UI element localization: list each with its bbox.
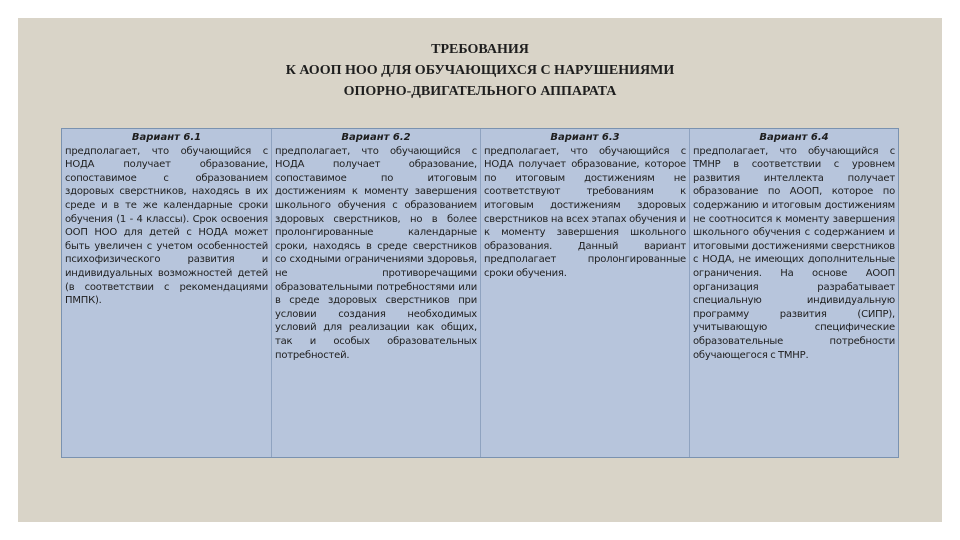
variant-column-6-1 [62, 129, 271, 457]
slide [18, 18, 942, 522]
variants-table [61, 128, 899, 458]
variant-column-6-4 [689, 129, 898, 457]
title-line-2: К АООП НОО ДЛЯ ОБУЧАЮЩИХСЯ С НАРУШЕНИЯМИ [285, 63, 675, 78]
variant-description: предполагает, что обучающийся с НОДА получает образование, сопоставимое с образованием здоровых сверстников, находясь в их среде и в те же календарные сроки обучения (1 - 4 классы). Срок освоения ООП НОО для детей с НОДА может быть увеличен с учетом особенностей психофизического развития и индивидуальных возможностей детей (в соответствии с рекомендациями ПМПК). [65, 145, 268, 307]
variant-column-6-3 [480, 129, 689, 457]
variant-heading: Вариант 6.4 [759, 132, 829, 143]
title-line-1: ТРЕБОВАНИЯ [431, 42, 529, 57]
variant-heading: Вариант 6.1 [131, 132, 202, 143]
variant-heading: Вариант 6.3 [550, 132, 620, 143]
title-line-3: ОПОРНО-ДВИГАТЕЛЬНОГО АППАРАТА [343, 84, 617, 99]
variant-description: предполагает, что обучающийся с ТМНР в соответствии с уровнем развития интеллекта получает образование по АООП, которое по содержанию и итоговым достижениям не соотносится к моменту завершения школьного обучения с содержанием и итоговыми достижениями сверстников с НОДА, не имеющих дополнительные ограничения. На основе АООП организация разрабатывает специальную индивидуальную программу развития (СИПР), учитывающую специфические образовательные потребности обучающегося с ТМНР. [693, 145, 895, 361]
variant-column-6-2 [271, 129, 480, 457]
variant-description: предполагает, что обучающийся с НОДА получает образование, которое по итоговым достижениям не соответствуют требованиям к итоговым достижениям здоровых сверстников на всех этапах обучения и к моменту завершения школьного образования. Данный вариант предполагает пролонгированные сроки обучения. [484, 145, 686, 279]
page-title [18, 39, 942, 102]
variant-heading: Вариант 6.2 [341, 132, 411, 143]
variant-description: предполагает, что обучающийся с НОДА получает образование, сопоставимое по итоговым достижениям к моменту завершения школьного обучения с образованием здоровых сверстников, но в более пролонгированные календарные сроки, находясь в среде сверстников со сходными ограничениями здоровья, не противоречащими образовательными потребностями или в среде здоровых сверстников при условии создания необходимых условий для реализации как общих, так и особых образовательных потребностей. [275, 145, 477, 361]
